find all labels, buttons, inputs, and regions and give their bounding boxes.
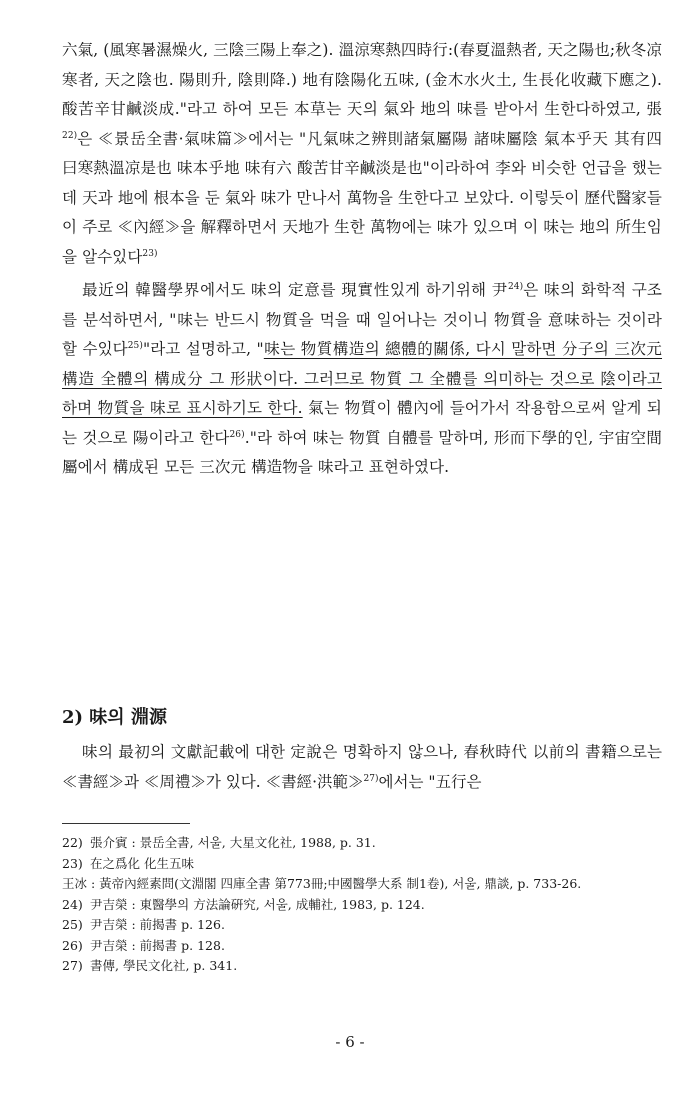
footnote-item <box>62 956 667 977</box>
text-run: 六氣, (風寒暑濕燥火, 三陰三陽上奉之). 溫涼寒熱四時行:(春夏溫熱者, 天之陽也;秋冬凉寒者, 天之陰也. 陽則升, 陰則降.) 地有陰陽化五味, (金木水火土, 生長化收藏下應之). 酸苦辛甘鹹淡成."라고 하여 모든 本草는 天의 氣와 地의 味를 받아서 生한다하였고, 張 <box>62 41 662 118</box>
footnote-ref: 25) <box>127 340 143 351</box>
section-paragraph <box>62 738 662 797</box>
text-run: 味의 最初의 文獻記載에 대한 定說은 명확하지 않으나, 春秋時代 以前의 書籍으로는 ≪書經≫과 ≪周禮≫가 있다. ≪書經·洪範≫ <box>62 743 662 791</box>
text-run: 最近의 韓醫學界에서도 味의 定意를 現實性있게 하기위해 尹 <box>82 281 508 299</box>
footnote-text: 張介賓 : 景岳全書, 서울, 大星文化社, 1988, p. 31. <box>90 835 376 850</box>
footnote-number: 26) <box>62 937 83 953</box>
footnote-item <box>62 915 667 936</box>
footnote-number: 24) <box>62 896 83 912</box>
footnote-item <box>62 833 667 854</box>
footnote-item <box>62 895 667 916</box>
underlined-quote: 味는 物質構造의 總體的關係, 다시 말하면 分子의 三次元構造 全體의 構成分 그 形狀이다. 그러므로 物質 그 全體를 의미하는 것으로 陰이라고 하며 物質을 味로 표시하기도 한다. <box>62 340 663 417</box>
footnote-text: 尹吉榮 : 前揭書 p. 126. <box>90 917 225 932</box>
footnotes-list <box>62 833 667 977</box>
footnote-text: 書傳, 學民文化社, p. 341. <box>90 958 238 973</box>
footnote-ref: 22) <box>62 130 78 141</box>
section-body <box>62 738 662 797</box>
footnote-number: 23) <box>62 855 83 871</box>
footnote-ref: 27) <box>363 773 379 784</box>
footnote-item <box>62 874 667 895</box>
footnote-number: 22) <box>62 835 83 850</box>
footnote-ref: 23) <box>142 248 158 259</box>
footnote-item <box>62 936 667 957</box>
text-run: 氣는 物質이 體內에 들어가서 작용함으로써 알게 되는 것으로 陽이라고 한다 <box>62 399 662 447</box>
paragraph-1 <box>62 36 662 272</box>
text-run: "라고 설명하고, " <box>143 340 264 358</box>
text-run: ."라 하여 味는 物質 自體를 말하며, 形而下學的인, 宇宙空間 屬에서 構成된 모든 三次元 構造物을 味라고 표현하였다. <box>62 428 662 476</box>
footnote-number: 25) <box>62 917 83 932</box>
footnote-text: 尹吉榮 : 前揭書 p. 128. <box>90 937 225 953</box>
text-run: 은 味의 화학적 구조를 분석하면서, "味는 반드시 物質을 먹을 때 일어나는 것이니 物質을 意味하는 것이라 할 수있다 <box>62 281 662 358</box>
footnote-ref: 26) <box>229 429 245 440</box>
footnote-text: 尹吉榮 : 東醫學의 方法論硏究, 서울, 成輔社, 1983, p. 124. <box>90 896 425 912</box>
footnote-item <box>62 854 667 875</box>
body-text <box>62 36 662 483</box>
text-run: 은 ≪景岳全書·氣味篇≫에서는 "凡氣味之辨則諸氣屬陽 諸味屬陰 氣本乎天 其有四 曰寒熱溫凉是也 味本乎地 味有六 酸苦甘辛鹹淡是也"이라하여 李와 비슷한 언급을 했는데 天과 地에 根本을 둔 氣와 味가 만나서 萬物을 生한다고 보았다. 이렇듯이 歷代醫家들이 주로 ≪內經≫을 解釋하면서 天地가 生한 萬物에는 味가 있으며 이 味는 地의 所生임을 알수있다 <box>62 129 662 266</box>
section-heading: 2) 味의 淵源 <box>62 707 167 728</box>
footnote-text: 在之爲化 化生五味 <box>90 855 194 871</box>
footnote-number: 27) <box>62 958 83 973</box>
text-run: 에서는 "五行은 <box>378 772 482 791</box>
footnote-divider <box>62 823 190 824</box>
paragraph-2 <box>62 276 662 483</box>
footnote-ref: 24) <box>507 281 524 292</box>
page-number: - 6 - <box>335 1033 365 1051</box>
footnote-text: 王冰 : 黃帝內經素問(文淵閣 四庫全書 第773冊;中國醫學大系 制1卷), 서울, 鼎談, p. 733-26. <box>62 876 582 891</box>
